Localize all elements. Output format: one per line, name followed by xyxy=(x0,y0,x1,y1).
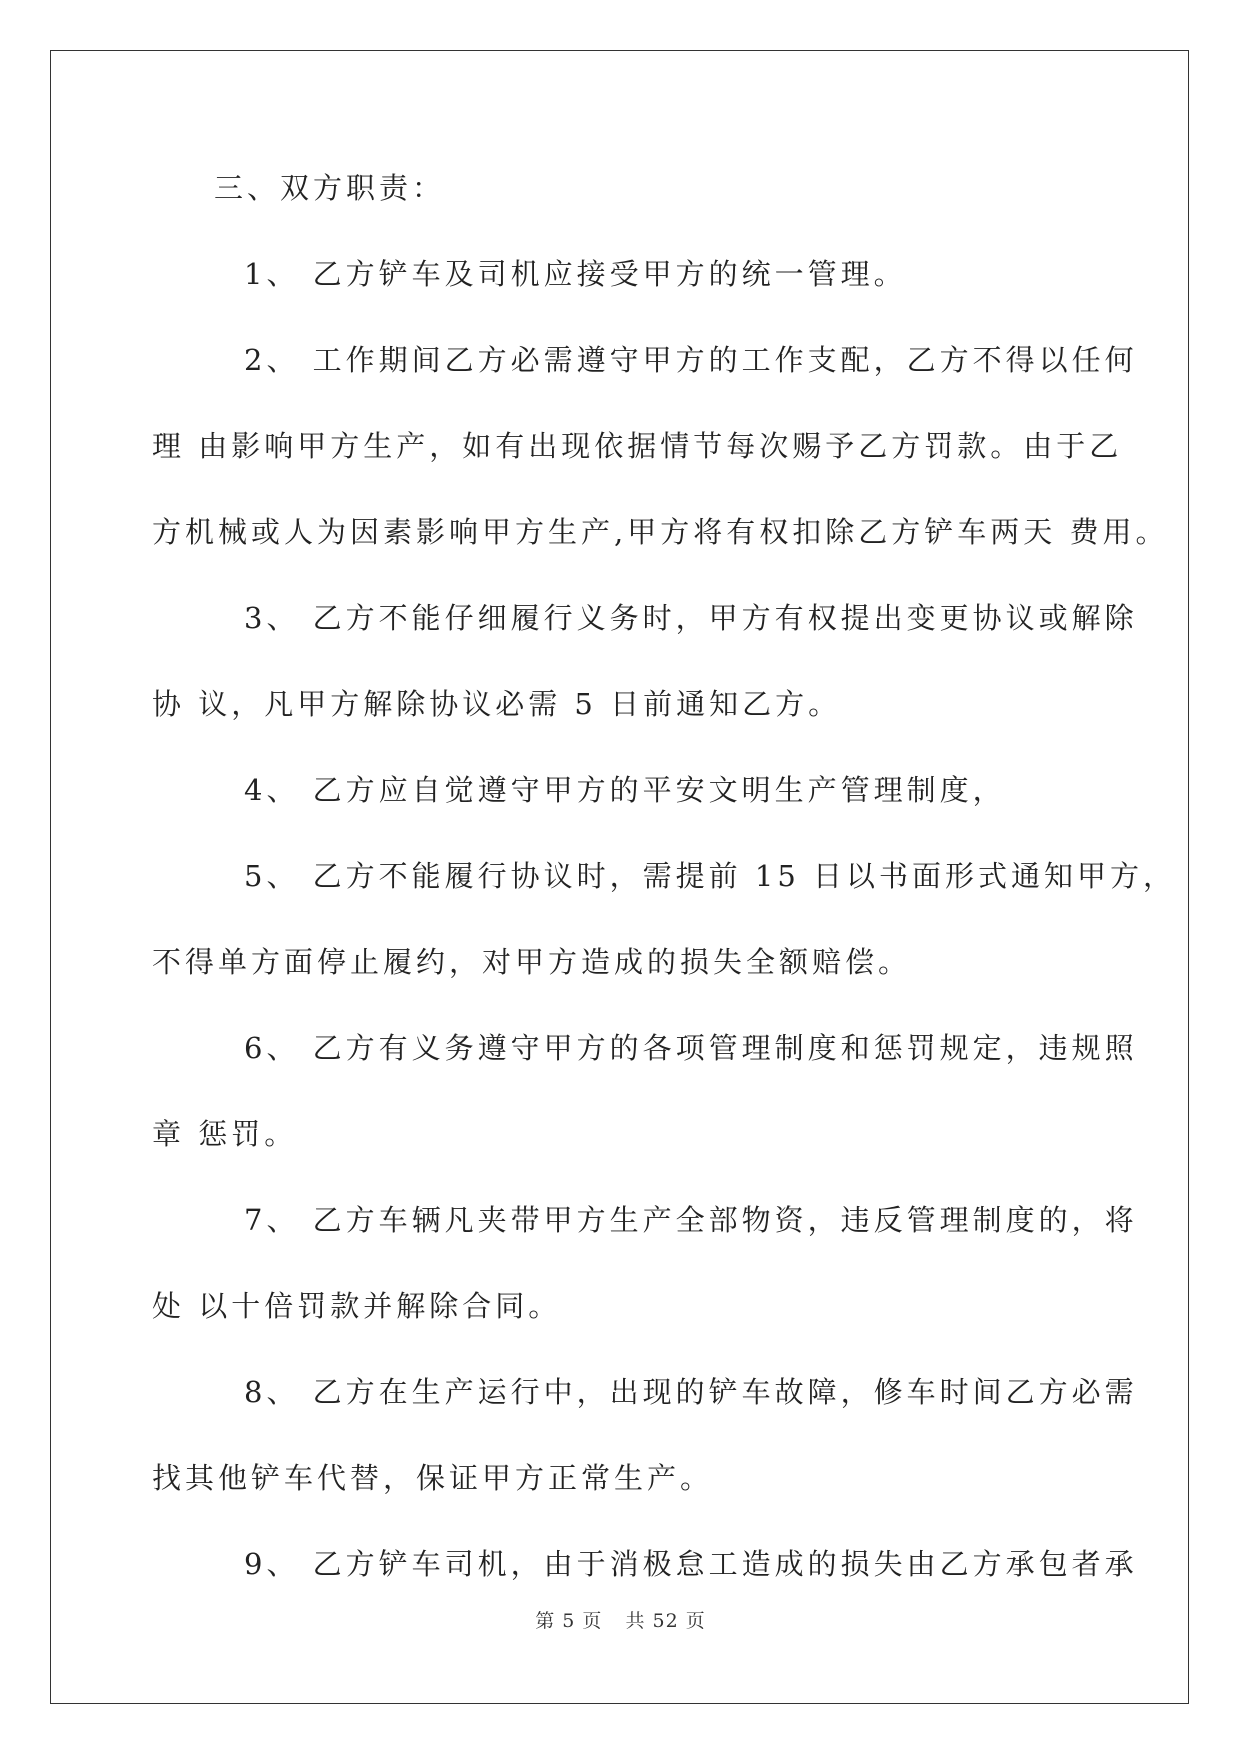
section-heading: 三、双方职责： xyxy=(214,171,446,205)
clause-2-continuation: 方机械或人为因素影响甲方生产,甲方将有权扣除乙方铲车两天 费用。 xyxy=(152,515,1169,549)
clause-7: 7、 乙方车辆凡夹带甲方生产全部物资，违反管理制度的，将 xyxy=(244,1203,1138,1237)
clause-5-continuation: 不得单方面停止履约，对甲方造成的损失全额赔偿。 xyxy=(152,945,912,979)
clause-3-continuation: 协 议，凡甲方解除协议必需 5 日前通知乙方。 xyxy=(152,687,842,721)
clause-7-continuation: 处 以十倍罚款并解除合同。 xyxy=(152,1289,562,1323)
clause-4: 4、 乙方应自觉遵守甲方的平安文明生产管理制度， xyxy=(244,773,1006,807)
document-body xyxy=(152,168,1177,1630)
clause-6-continuation: 章 惩罚。 xyxy=(152,1117,298,1151)
clause-2-continuation: 理 由影响甲方生产，如有出现依据情节每次赐予乙方罚款。由于乙 xyxy=(152,429,1123,463)
clause-1: 1、 乙方铲车及司机应接受甲方的统一管理。 xyxy=(244,257,907,291)
clause-8-continuation: 找其他铲车代替，保证甲方正常生产。 xyxy=(152,1461,714,1495)
clause-2: 2、 工作期间乙方必需遵守甲方的工作支配，乙方不得以任何 xyxy=(244,343,1138,377)
clause-5: 5、 乙方不能履行协议时，需提前 15 日以书面形式通知甲方， xyxy=(244,859,1177,893)
page-total: 共 52 页 xyxy=(625,1610,706,1632)
clause-9: 9、 乙方铲车司机，由于消极怠工造成的损失由乙方承包者承 xyxy=(244,1547,1138,1581)
clause-3: 3、 乙方不能仔细履行义务时，甲方有权提出变更协议或解除 xyxy=(244,601,1138,635)
clause-8: 8、 乙方在生产运行中，出现的铲车故障，修车时间乙方必需 xyxy=(244,1375,1138,1409)
page-footer xyxy=(0,1606,1241,1633)
clause-6: 6、 乙方有义务遵守甲方的各项管理制度和惩罚规定，违规照 xyxy=(244,1031,1138,1065)
page-number: 第 5 页 xyxy=(535,1610,603,1632)
